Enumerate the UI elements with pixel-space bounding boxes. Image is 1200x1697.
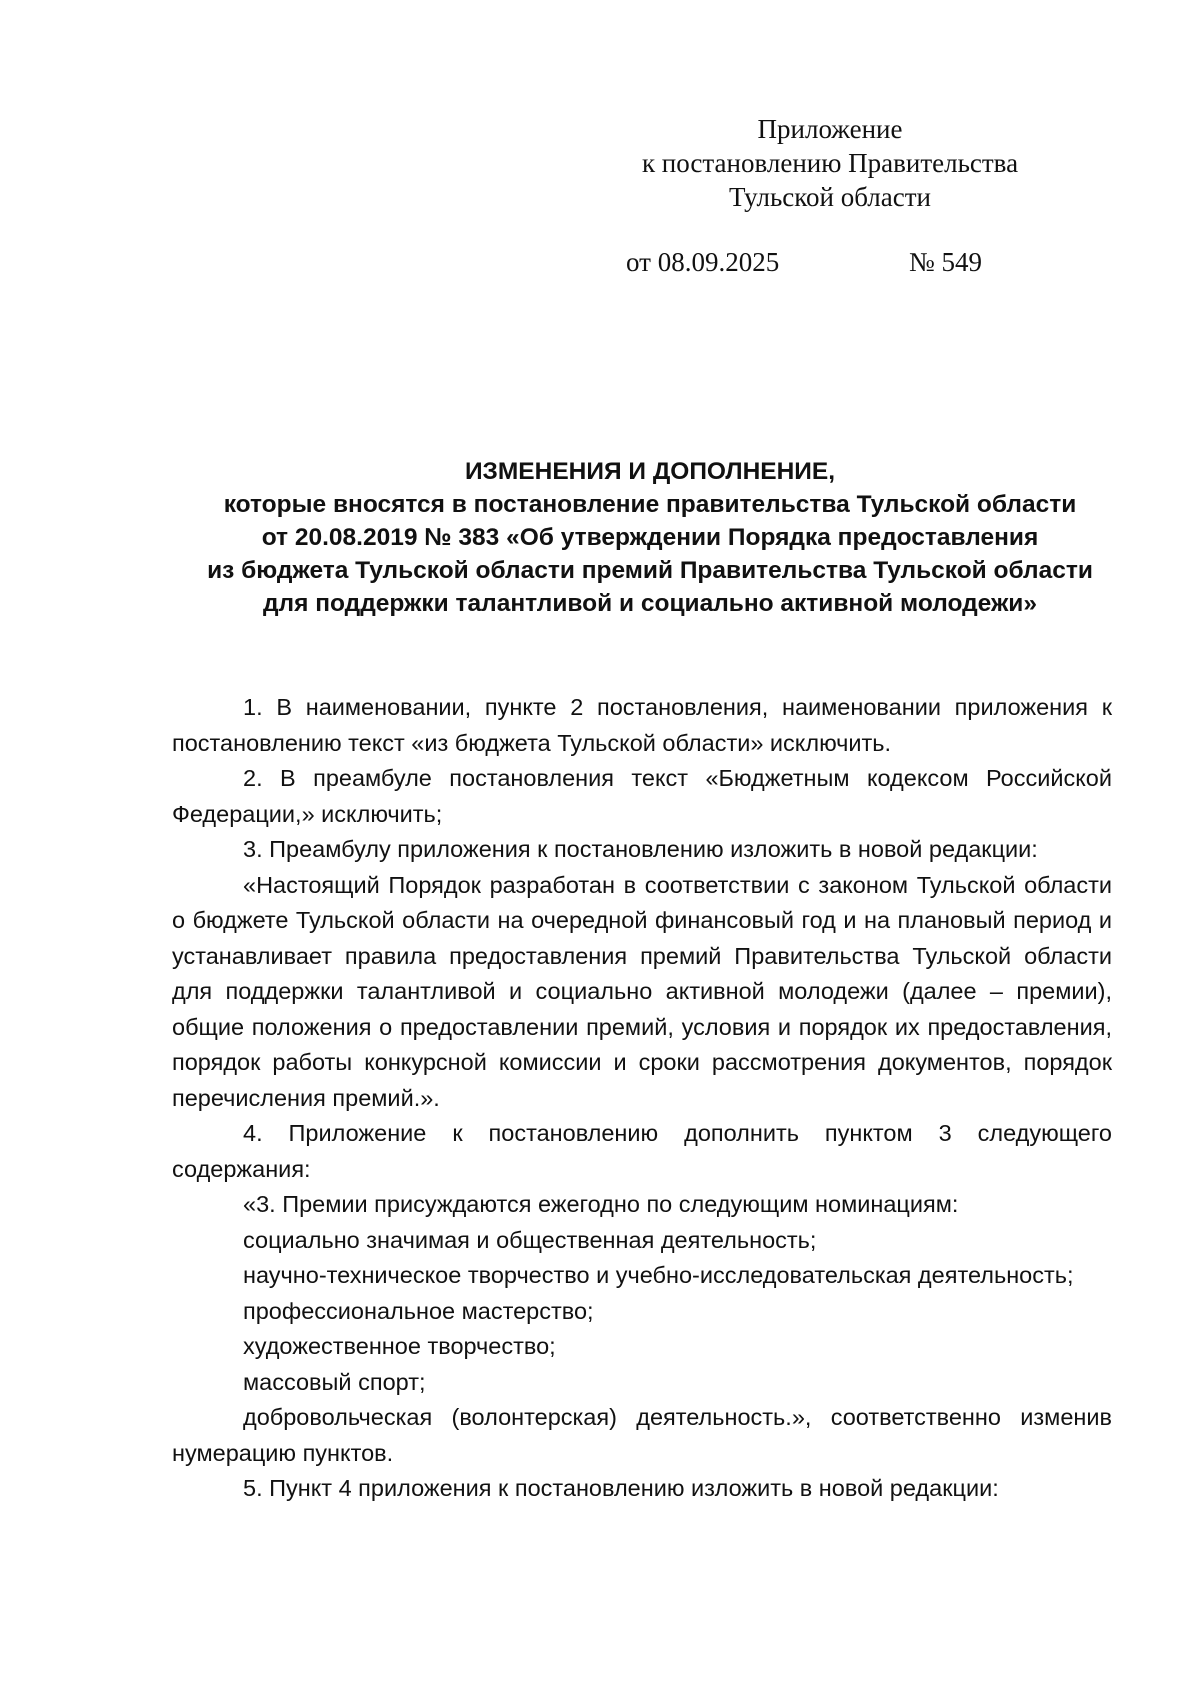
order-date: от 08.09.2025 [626,247,780,277]
title-line-5: для поддержки талантливой и социально активной молодежи» [262,590,1037,617]
nomination-item: научно-техническое творчество и учебно-исследовательская деятельность; [243,1262,1074,1288]
title-line-4: из бюджета Тульской области премий Правительства Тульской области [207,557,1093,584]
document-body [172,690,1112,1507]
title-line-3: от 20.08.2019 № 383 «Об утверждении Порядка предоставления [261,524,1039,551]
paragraph-preamble-quote: «Настоящий Порядок разработан в соответствии с законом Тульской области о бюджете Тульской области на очередной финансовый год и на плановый период и устанавливает правила предоставления премий Правительства Тульской области для поддержки талантливой и социально активной молодежи (далее – премии), общие положения о предоставлении премий, условия и порядок их предоставления, порядок работы конкурсной комиссии и сроки рассмотрения документов, порядок перечисления премий.». [172,871,1112,1111]
nomination-item: добровольческая (волонтерская) деятельность.», соответственно изменив нумерацию пунктов. [172,1404,1112,1466]
paragraph-5: 5. Пункт 4 приложения к постановлению изложить в новой редакции: [243,1475,999,1501]
order-number: № 549 [909,247,983,277]
nomination-item: художественное творчество; [243,1333,556,1359]
appendix-header [620,112,1040,214]
paragraph-3: 3. Преамбулу приложения к постановлению изложить в новой редакции: [243,836,1038,862]
nominations-intro: «3. Премии присуждаются ежегодно по следующим номинациям: [243,1191,959,1217]
appendix-label: Приложение [757,114,903,144]
nomination-item: социально значимая и общественная деятельность; [243,1226,817,1253]
appendix-region: Тульской области [729,182,931,212]
paragraph-4: 4. Приложение к постановлению дополнить пунктом 3 следующего содержания: [172,1120,1112,1182]
nomination-item: профессиональное мастерство; [243,1297,594,1324]
document-title [130,455,1170,620]
appendix-reference: к постановлению Правительства [641,148,1019,178]
title-line-2: которые вносятся в постановление правительства Тульской области [223,491,1077,518]
title-line-1: ИЗМЕНЕНИЯ И ДОПОЛНЕНИЕ, [464,458,836,485]
nomination-item: массовый спорт; [243,1368,426,1395]
paragraph-1: 1. В наименовании, пункте 2 постановления, наименовании приложения к постановлению текст «из бюджета Тульской области» исключить. [172,694,1112,756]
paragraph-2: 2. В преамбуле постановления текст «Бюджетным кодексом Российской Федерации,» исключить; [172,765,1112,827]
